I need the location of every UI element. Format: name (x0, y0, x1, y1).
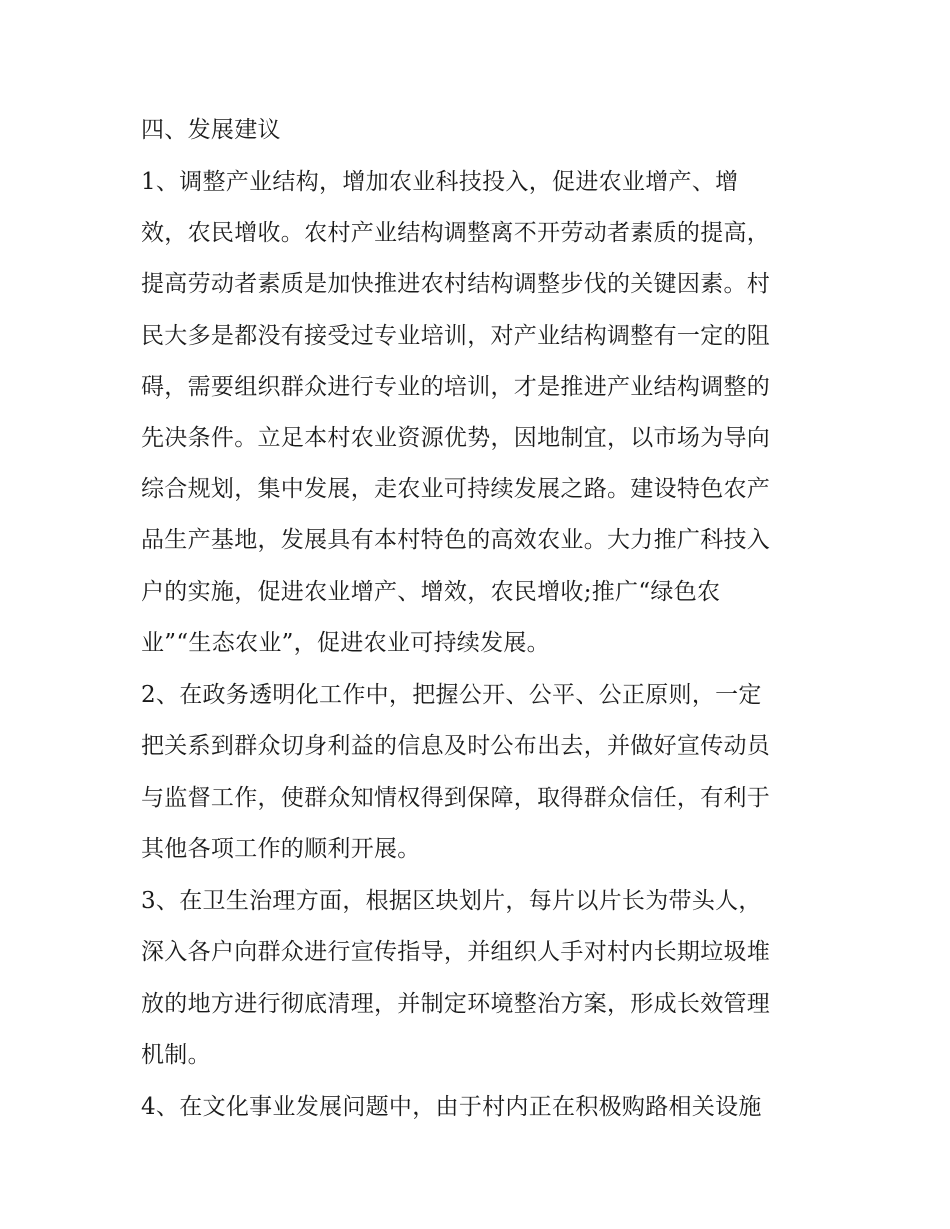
text-line: 把关系到群众切身利益的信息及时公布出去，并做好宣传动员 (141, 733, 771, 759)
text-line: 深入各户向群众进行宣传指导，并组织人手对村内长期垃圾堆 (141, 939, 771, 965)
text-line: 4、在文化事业发展问题中，由于村内正在积极购路相关设施 (141, 1094, 762, 1120)
section-heading: 四、发展建议 (141, 117, 281, 143)
text-line: 其他各项工作的顺利开展。 (141, 836, 421, 862)
text-line: 业”“生态农业”，促进农业可持续发展。 (141, 630, 550, 656)
text-line: 效，农民增收。农村产业结构调整离不开劳动者素质的提高， (141, 220, 771, 246)
text-line: 2、在政务透明化工作中，把握公开、公平、公正原则，一定 (141, 682, 762, 708)
text-line: 先决条件。立足本村农业资源优势，因地制宜，以市场为导向 (141, 425, 771, 451)
text-line: 综合规划，集中发展，走农业可持续发展之路。建设特色农产 (141, 476, 771, 502)
text-line: 民大多是都没有接受过专业培训，对产业结构调整有一定的阻 (141, 323, 771, 349)
text-line: 与监督工作，使群众知情权得到保障，取得群众信任，有利于 (141, 785, 771, 811)
text-line: 碍，需要组织群众进行专业的培训，才是推进产业结构调整的 (141, 374, 771, 400)
text-line: 品生产基地，发展具有本村特色的高效农业。大力推广科技入 (141, 527, 771, 553)
text-line: 提高劳动者素质是加快推进农村结构调整步伐的关键因素。村 (141, 271, 771, 297)
text-line: 户的实施，促进农业增产、增效，农民增收;推广“绿色农 (141, 579, 721, 605)
text-line: 机制。 (141, 1042, 211, 1068)
text-line: 1、调整产业结构，增加农业科技投入，促进农业增产、增 (141, 169, 739, 195)
text-line: 放的地方进行彻底清理，并制定环境整治方案，形成长效管理 (141, 991, 771, 1017)
text-line: 3、在卫生治理方面，根据区块划片，每片以片长为带头人， (141, 888, 762, 914)
